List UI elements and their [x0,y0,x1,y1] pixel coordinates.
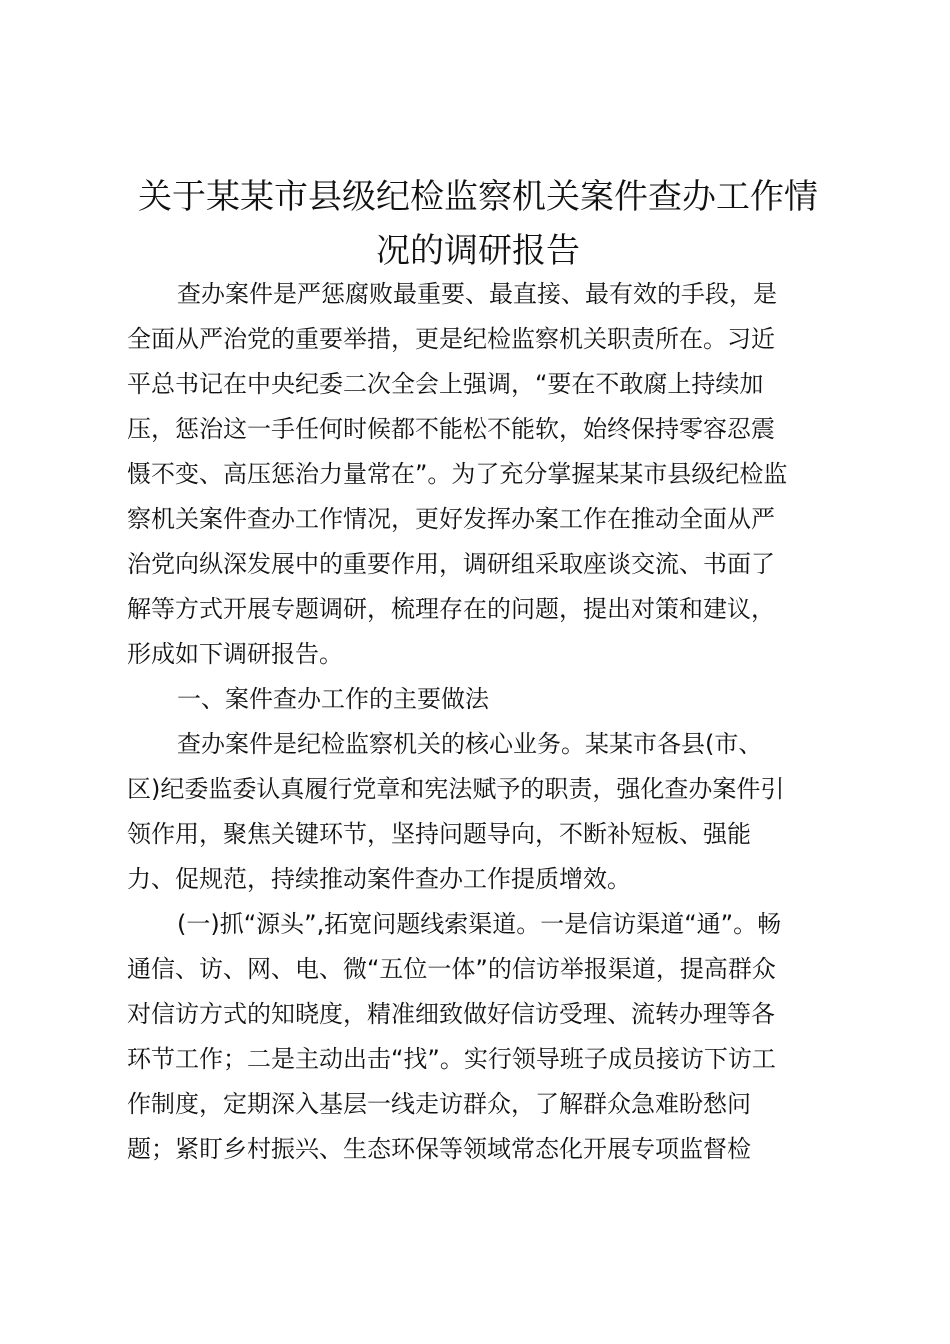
text-line: 解等方式开展专题调研，梳理存在的问题，提出对策和建议， [127,595,775,623]
text-line: 全面从严治党的重要举措，更是纪检监察机关职责所在。习近 [127,325,775,353]
title-line-2: 况的调研报告 [376,231,580,271]
paragraph-main-practices [127,722,847,902]
paragraph-intro [127,272,847,677]
text-line: 题；紧盯乡村振兴、生态环保等领域常态化开展专项监督检 [127,1135,751,1163]
text-line: 区)纪委监委认真履行党章和宪法赋予的职责，强化查办案件引 [127,775,785,803]
text-line: 查办案件是严惩腐败最重要、最直接、最有效的手段，是 [177,280,777,308]
text-line: 治党向纵深发展中的重要作用，调研组采取座谈交流、书面了 [127,550,775,578]
text-line: 力、促规范，持续推动案件查办工作提质增效。 [127,865,631,893]
text-line: 领作用，聚焦关键环节，坚持问题导向，不断补短板、强能 [127,820,751,848]
title-line-1: 关于某某市县级纪检监察机关案件查办工作情 [138,177,818,217]
document-body [127,272,847,1172]
text-line: 压，惩治这一手任何时候都不能松不能软，始终保持零容忍震 [127,415,775,443]
text-line: (一)抓“源头”,拓宽问题线索渠道。一是信访渠道“通”。畅 [177,910,782,938]
section-heading [127,677,847,722]
text-line: 一、案件查办工作的主要做法 [177,685,489,713]
text-line: 通信、访、网、电、微“五位一体”的信访举报渠道，提高群众 [127,955,776,983]
text-line: 慑不变、高压惩治力量常在”。为了充分掌握某某市县级纪检监 [127,460,788,488]
text-line: 察机关案件查办工作情况，更好发挥办案工作在推动全面从严 [127,505,775,533]
document-title [118,170,838,278]
text-line: 查办案件是纪检监察机关的核心业务。某某市各县(市、 [177,730,763,758]
text-line: 平总书记在中央纪委二次全会上强调，“要在不敢腐上持续加 [127,370,764,398]
paragraph-source-channels [127,902,847,1172]
text-line: 形成如下调研报告。 [127,640,343,668]
text-line: 作制度，定期深入基层一线走访群众，了解群众急难盼愁问 [127,1090,751,1118]
text-line: 对信访方式的知晓度，精准细致做好信访受理、流转办理等各 [127,1000,775,1028]
text-line: 环节工作；二是主动出击“找”。实行领导班子成员接访下访工 [127,1045,776,1073]
